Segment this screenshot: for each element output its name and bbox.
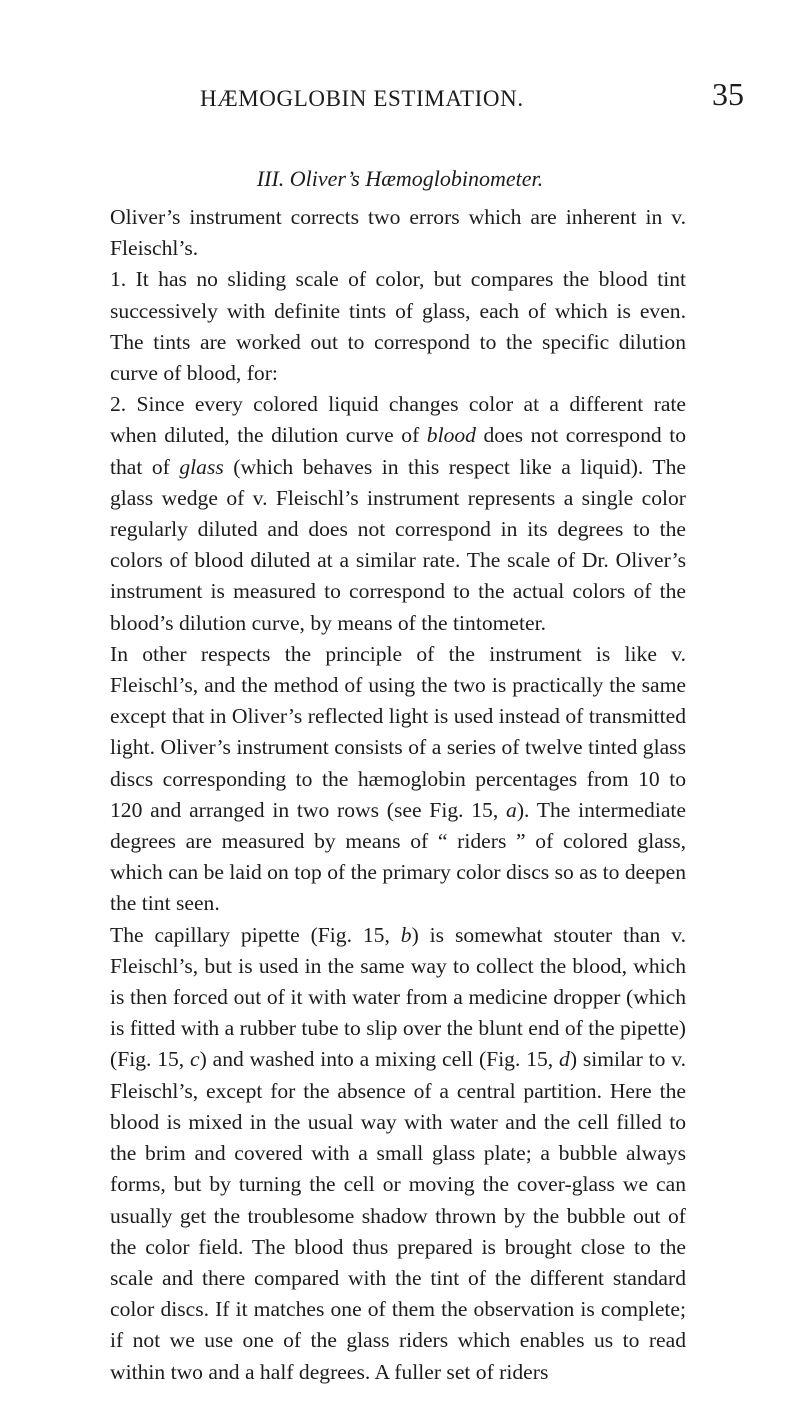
paragraph <box>110 389 686 639</box>
text-run: ) is somewhat stouter than v. Fleischl’s, but is used in the same way to collect the blood, which is then forced out of it with water from a medicine dropper (which is fitted with a rubber tube to slip over the blunt end of the pipette) (Fig. 15, <box>110 922 686 1072</box>
text-run: In other respects the principle of the instrument is like v. Fleischl’s, and the method of using the two is practically the same except that in Oliver’s reflected light is used instead of transmitted light. Oliver’s instrument consists of a series of twelve tinted glass discs corresponding to the hæmoglobin percentages from 10 to 120 and arranged in two rows (see Fig. 15, <box>110 641 686 822</box>
page-number: 35 <box>712 76 744 112</box>
paragraph <box>110 920 686 1388</box>
section-heading: III. Oliver’s Hæmoglobinometer. <box>256 166 544 191</box>
italic-text: a <box>506 797 517 822</box>
paragraph <box>110 202 686 264</box>
text-run: (which behaves in this respect like a liquid). The glass wedge of v. Fleischl’s instrument represents a single color regularly diluted and does not correspond in its degrees to the colors of blood diluted at a similar rate. The scale of Dr. Oliver’s instrument is measured to correspond to the actual colors of the blood’s dilution curve, by means of the tintometer. <box>110 454 686 635</box>
text-run: ) similar to v. Fleischl’s, except for the absence of a central partition. Here the blood is mixed in the usual way with water and the cell filled to the brim and covered with a small glass plate; a bubble always forms, but by turning the cell or moving the cover-glass we can usually get the troublesome shadow thrown by the bubble out of the color field. The blood thus prepared is brought close to the scale and there compared with the tint of the different standard color discs. If it matches one of them the observation is complete; if not we use one of the glass riders which enables us to read within two and a half degrees. A fuller set of riders <box>110 1047 687 1384</box>
text-run: 1. It has no sliding scale of color, but compares the blood tint successively with definite tints of glass, each of which is even. The tints are worked out to correspond to the specific dilution curve of blood, for: <box>110 267 686 386</box>
italic-text: glass <box>179 454 224 479</box>
paragraph <box>110 639 686 920</box>
italic-text: b <box>400 922 412 947</box>
text-run: The capillary pipette (Fig. 15, <box>110 922 401 947</box>
italic-text: d <box>559 1047 570 1072</box>
paragraph <box>110 264 686 389</box>
text-run: ). The intermediate degrees are measured by means of “ riders ” of colored glass, which can be laid on top of the primary color discs so as to deepen the tint seen. <box>110 797 687 916</box>
text-run: Oliver’s instrument corrects two errors which are inherent in v. Fleischl’s. <box>110 205 686 261</box>
text-run: ) and washed into a mixing cell (Fig. 15, <box>199 1047 560 1072</box>
text-run: does not correspond to that of <box>110 423 686 479</box>
italic-text: blood <box>426 423 476 448</box>
body-text <box>110 202 686 1388</box>
text-run: 2. Since every colored liquid changes color at a different rate when diluted, the dilution curve of <box>110 392 686 448</box>
running-head: HÆMOGLOBIN ESTIMATION. <box>200 86 524 111</box>
italic-text: c <box>190 1047 200 1072</box>
